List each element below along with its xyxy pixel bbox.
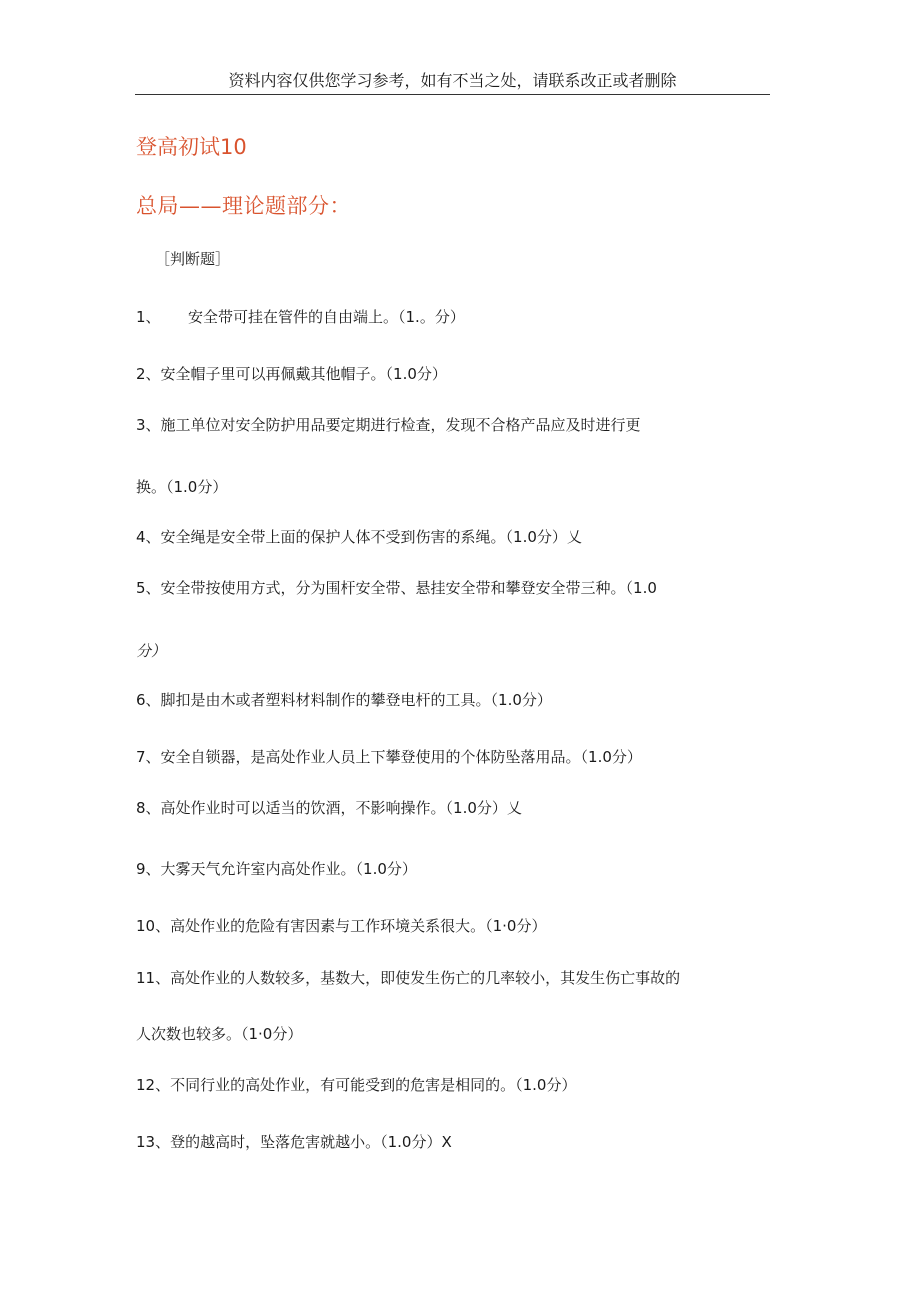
question-3-line-2: 换。（1.0分） xyxy=(136,478,228,496)
question-6: 6、脚扣是由木或者塑料材料制作的攀登电杆的工具。（1.0分） xyxy=(136,691,552,709)
question-5-line-2: 分） xyxy=(136,642,167,660)
question-1 xyxy=(136,306,465,328)
question-type-label: ［判断题］ xyxy=(155,250,231,268)
question-2: 2、安全帽子里可以再佩戴其他帽子。（1.0分） xyxy=(136,365,447,383)
question-1-text: 安全带可挂在管件的自由端上。（1.。分） xyxy=(188,308,465,326)
page-header: 资料内容仅供您学习参考，如有不当之处，请联系改正或者删除 xyxy=(228,71,677,90)
question-5-line-1: 5、安全带按使用方式，分为围杆安全带、悬挂安全带和攀登安全带三种。（1.0 xyxy=(136,579,657,597)
question-11-line-2: 人次数也较多。（1·0分） xyxy=(136,1025,303,1043)
question-9: 9、大雾天气允许室内高处作业。（1.0分） xyxy=(136,860,417,878)
question-8: 8、高处作业时可以适当的饮酒，不影响操作。（1.0分）乂 xyxy=(136,799,522,817)
header-divider xyxy=(135,94,770,95)
document-title: 登高初试10 xyxy=(136,135,247,159)
question-1-number: 1、 xyxy=(136,308,161,326)
question-4: 4、安全绳是安全带上面的保护人体不受到伤害的系绳。（1.0分）乂 xyxy=(136,528,582,546)
question-10: 10、高处作业的危险有害因素与工作环境关系很大。（1·0分） xyxy=(136,917,547,935)
question-3-line-1: 3、施工单位对安全防护用品要定期进行检查，发现不合格产品应及时进行更 xyxy=(136,416,641,434)
question-13: 13、登的越高时，坠落危害就越小。（1.0分）X xyxy=(136,1133,452,1151)
question-11-line-1: 11、高处作业的人数较多，基数大，即使发生伤亡的几率较小，其发生伤亡事故的 xyxy=(136,969,681,987)
question-12: 12、不同行业的高处作业，有可能受到的危害是相同的。（1.0分） xyxy=(136,1076,577,1094)
section-title: 总局——理论题部分： xyxy=(136,194,351,218)
question-7: 7、安全自锁器，是高处作业人员上下攀登使用的个体防坠落用品。（1.0分） xyxy=(136,748,642,766)
